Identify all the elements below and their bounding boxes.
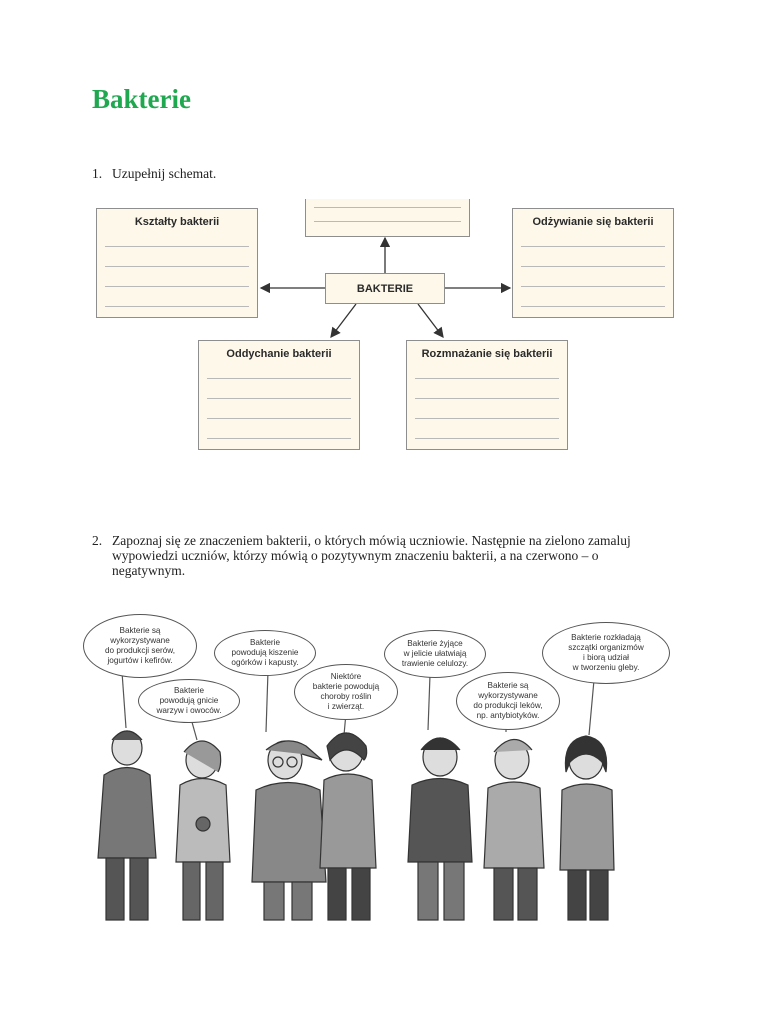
answer-line[interactable] xyxy=(521,266,665,267)
bubble-tail xyxy=(122,672,126,728)
schema-box-bottom-left xyxy=(198,340,360,450)
box-title: Odżywianie się bakterii xyxy=(532,216,654,228)
bubble-tail xyxy=(266,671,268,732)
answer-line[interactable] xyxy=(415,378,559,379)
task-2 xyxy=(92,533,672,581)
speech-bubble-4[interactable]: Niektóre bakterie powodują choroby roślin i zwierząt. xyxy=(294,664,398,720)
bubble-tail xyxy=(589,680,594,735)
answer-line[interactable] xyxy=(415,398,559,399)
answer-line[interactable] xyxy=(415,438,559,439)
student-6 xyxy=(484,739,544,920)
speech-bubble-3[interactable]: Bakterie powodują kiszenie ogórków i kapusty. xyxy=(214,630,316,676)
student-5 xyxy=(408,738,472,920)
answer-line[interactable] xyxy=(207,418,351,419)
answer-line[interactable] xyxy=(521,246,665,247)
answer-line[interactable] xyxy=(105,306,249,307)
answer-line[interactable] xyxy=(415,418,559,419)
student-1 xyxy=(98,731,156,920)
answer-line[interactable] xyxy=(105,246,249,247)
answer-line[interactable] xyxy=(207,378,351,379)
speech-bubble-7[interactable]: Bakterie rozkładają szczątki organizmów i biorą udział w tworzeniu gleby. xyxy=(542,622,670,684)
speech-bubble-6[interactable]: Bakterie są wykorzystywane do produkcji leków, np. antybiotyków. xyxy=(456,672,560,730)
speech-bubble-5[interactable]: Bakterie żyjące w jelicie ułatwiają trawienie celulozy. xyxy=(384,630,486,678)
schema-center-box: BAKTERIE xyxy=(325,273,445,304)
answer-line[interactable] xyxy=(105,286,249,287)
task-1-number: 1. xyxy=(92,166,103,181)
box-title: Oddychanie bakterii xyxy=(226,348,332,360)
student-3 xyxy=(252,741,326,920)
schema-box-left xyxy=(96,208,258,318)
arrow-down-right xyxy=(418,304,443,337)
answer-line[interactable] xyxy=(521,286,665,287)
box-title: Kształty bakterii xyxy=(134,216,220,228)
schema-box-right xyxy=(512,208,674,318)
student-4 xyxy=(320,733,376,920)
speech-bubble-1[interactable]: Bakterie są wykorzystywane do produkcji serów, jogurtów i kefirów. xyxy=(83,614,197,678)
task-1-instruction: Uzupełnij schemat. xyxy=(112,166,217,181)
task-2-instruction: Zapoznaj się ze znaczeniem bakterii, o których mówią uczniowie. Następnie na zielono zamaluj wypowiedzi uczniów, którzy mówią o pozytywnym znaczeniu bakterii, a na czerwono – o negatywnym. xyxy=(112,533,631,578)
page-title: Bakterie xyxy=(92,84,191,114)
bubble-tail xyxy=(428,675,430,730)
arrow-down-left xyxy=(331,304,356,337)
schema-box-top xyxy=(305,199,470,237)
student-2 xyxy=(176,741,230,920)
box-title: Rozmnażanie się bakterii xyxy=(421,348,553,360)
task-2-number: 2. xyxy=(92,533,103,548)
student-7 xyxy=(560,736,614,920)
answer-line[interactable] xyxy=(105,266,249,267)
answer-line[interactable] xyxy=(314,207,461,208)
answer-line[interactable] xyxy=(314,221,461,222)
speech-bubble-2[interactable]: Bakterie powodują gnicie warzyw i owoców. xyxy=(138,679,240,723)
answer-line[interactable] xyxy=(207,398,351,399)
schema-box-bottom-right xyxy=(406,340,568,450)
answer-line[interactable] xyxy=(521,306,665,307)
answer-line[interactable] xyxy=(207,438,351,439)
